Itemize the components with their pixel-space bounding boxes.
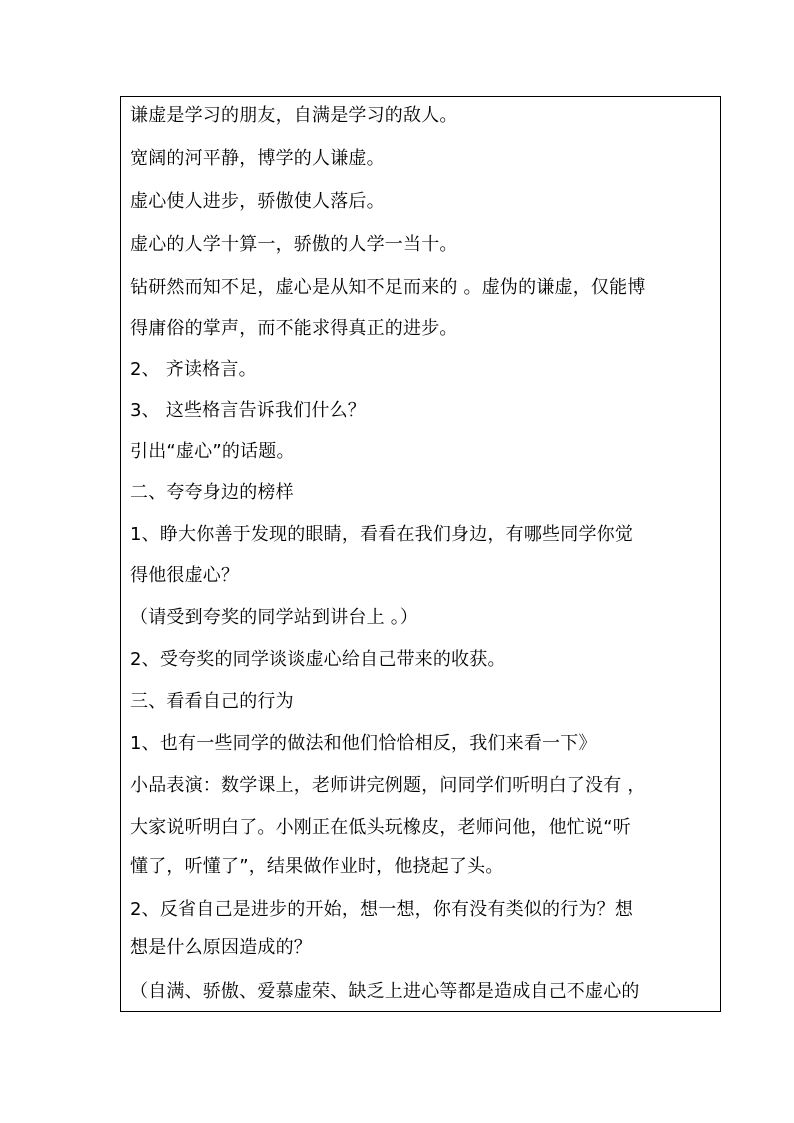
line-motto-learn-ten: 虚心的人学十算一，骄傲的人学一当十。	[130, 234, 458, 255]
line-motto-study-2: 得庸俗的掌声，而不能求得真正的进步。	[130, 318, 458, 339]
document-table-cell	[120, 96, 721, 1012]
line-skit-1: 小品表演：数学课上，老师讲完例题，问同学们听明白了没有 ，	[130, 775, 646, 796]
line-skit-2: 大家说听明白了。小刚正在低头玩橡皮，老师问他，他忙说“听	[130, 817, 631, 838]
line-praise-1a: 1、睁大你善于发现的眼睛，看看在我们身边，有哪些同学你觉	[130, 524, 634, 545]
line-praise-2: 2、受夸奖的同学谈谈虚心给自己带来的收获。	[130, 649, 506, 670]
line-behavior-1: 1、也有一些同学的做法和他们恰恰相反，我们来看一下》	[130, 733, 597, 754]
line-motto-study-1: 钻研然而知不足，虚心是从知不足而来的 。虚伪的谦虚，仅能博	[130, 277, 646, 298]
section-heading-praise: 二、夸夸身边的榜样	[130, 482, 294, 503]
line-motto-wide-river: 宽阔的河平静，博学的人谦虚。	[130, 148, 385, 169]
section-heading-behavior: 三、看看自己的行为	[130, 691, 294, 712]
line-motto-modesty-friend: 谦虚是学习的朋友，自满是学习的敌人。	[130, 105, 458, 126]
line-topic-intro: 引出“虚心”的话题。	[130, 441, 295, 462]
line-reflect-3: （自满、骄傲、爱慕虚荣、缺乏上进心等都是造成自己不虚心的	[130, 981, 640, 1002]
line-step-what-tell: 3、 这些格言告诉我们什么？	[130, 400, 366, 421]
line-step-read-aloud: 2、 齐读格言。	[130, 359, 257, 380]
line-praise-note: （请受到夸奖的同学站到讲台上 。）	[130, 607, 419, 628]
line-skit-3: 懂了，听懂了”，结果做作业时，他挠起了头。	[130, 856, 504, 877]
line-reflect-2: 想是什么原因造成的？	[130, 937, 312, 958]
line-reflect-1: 2、反省自己是进步的开始，想一想，你有没有类似的行为？想	[130, 899, 634, 920]
line-praise-1b: 得他很虚心？	[130, 565, 240, 586]
line-motto-progress: 虚心使人进步，骄傲使人落后。	[130, 191, 385, 212]
